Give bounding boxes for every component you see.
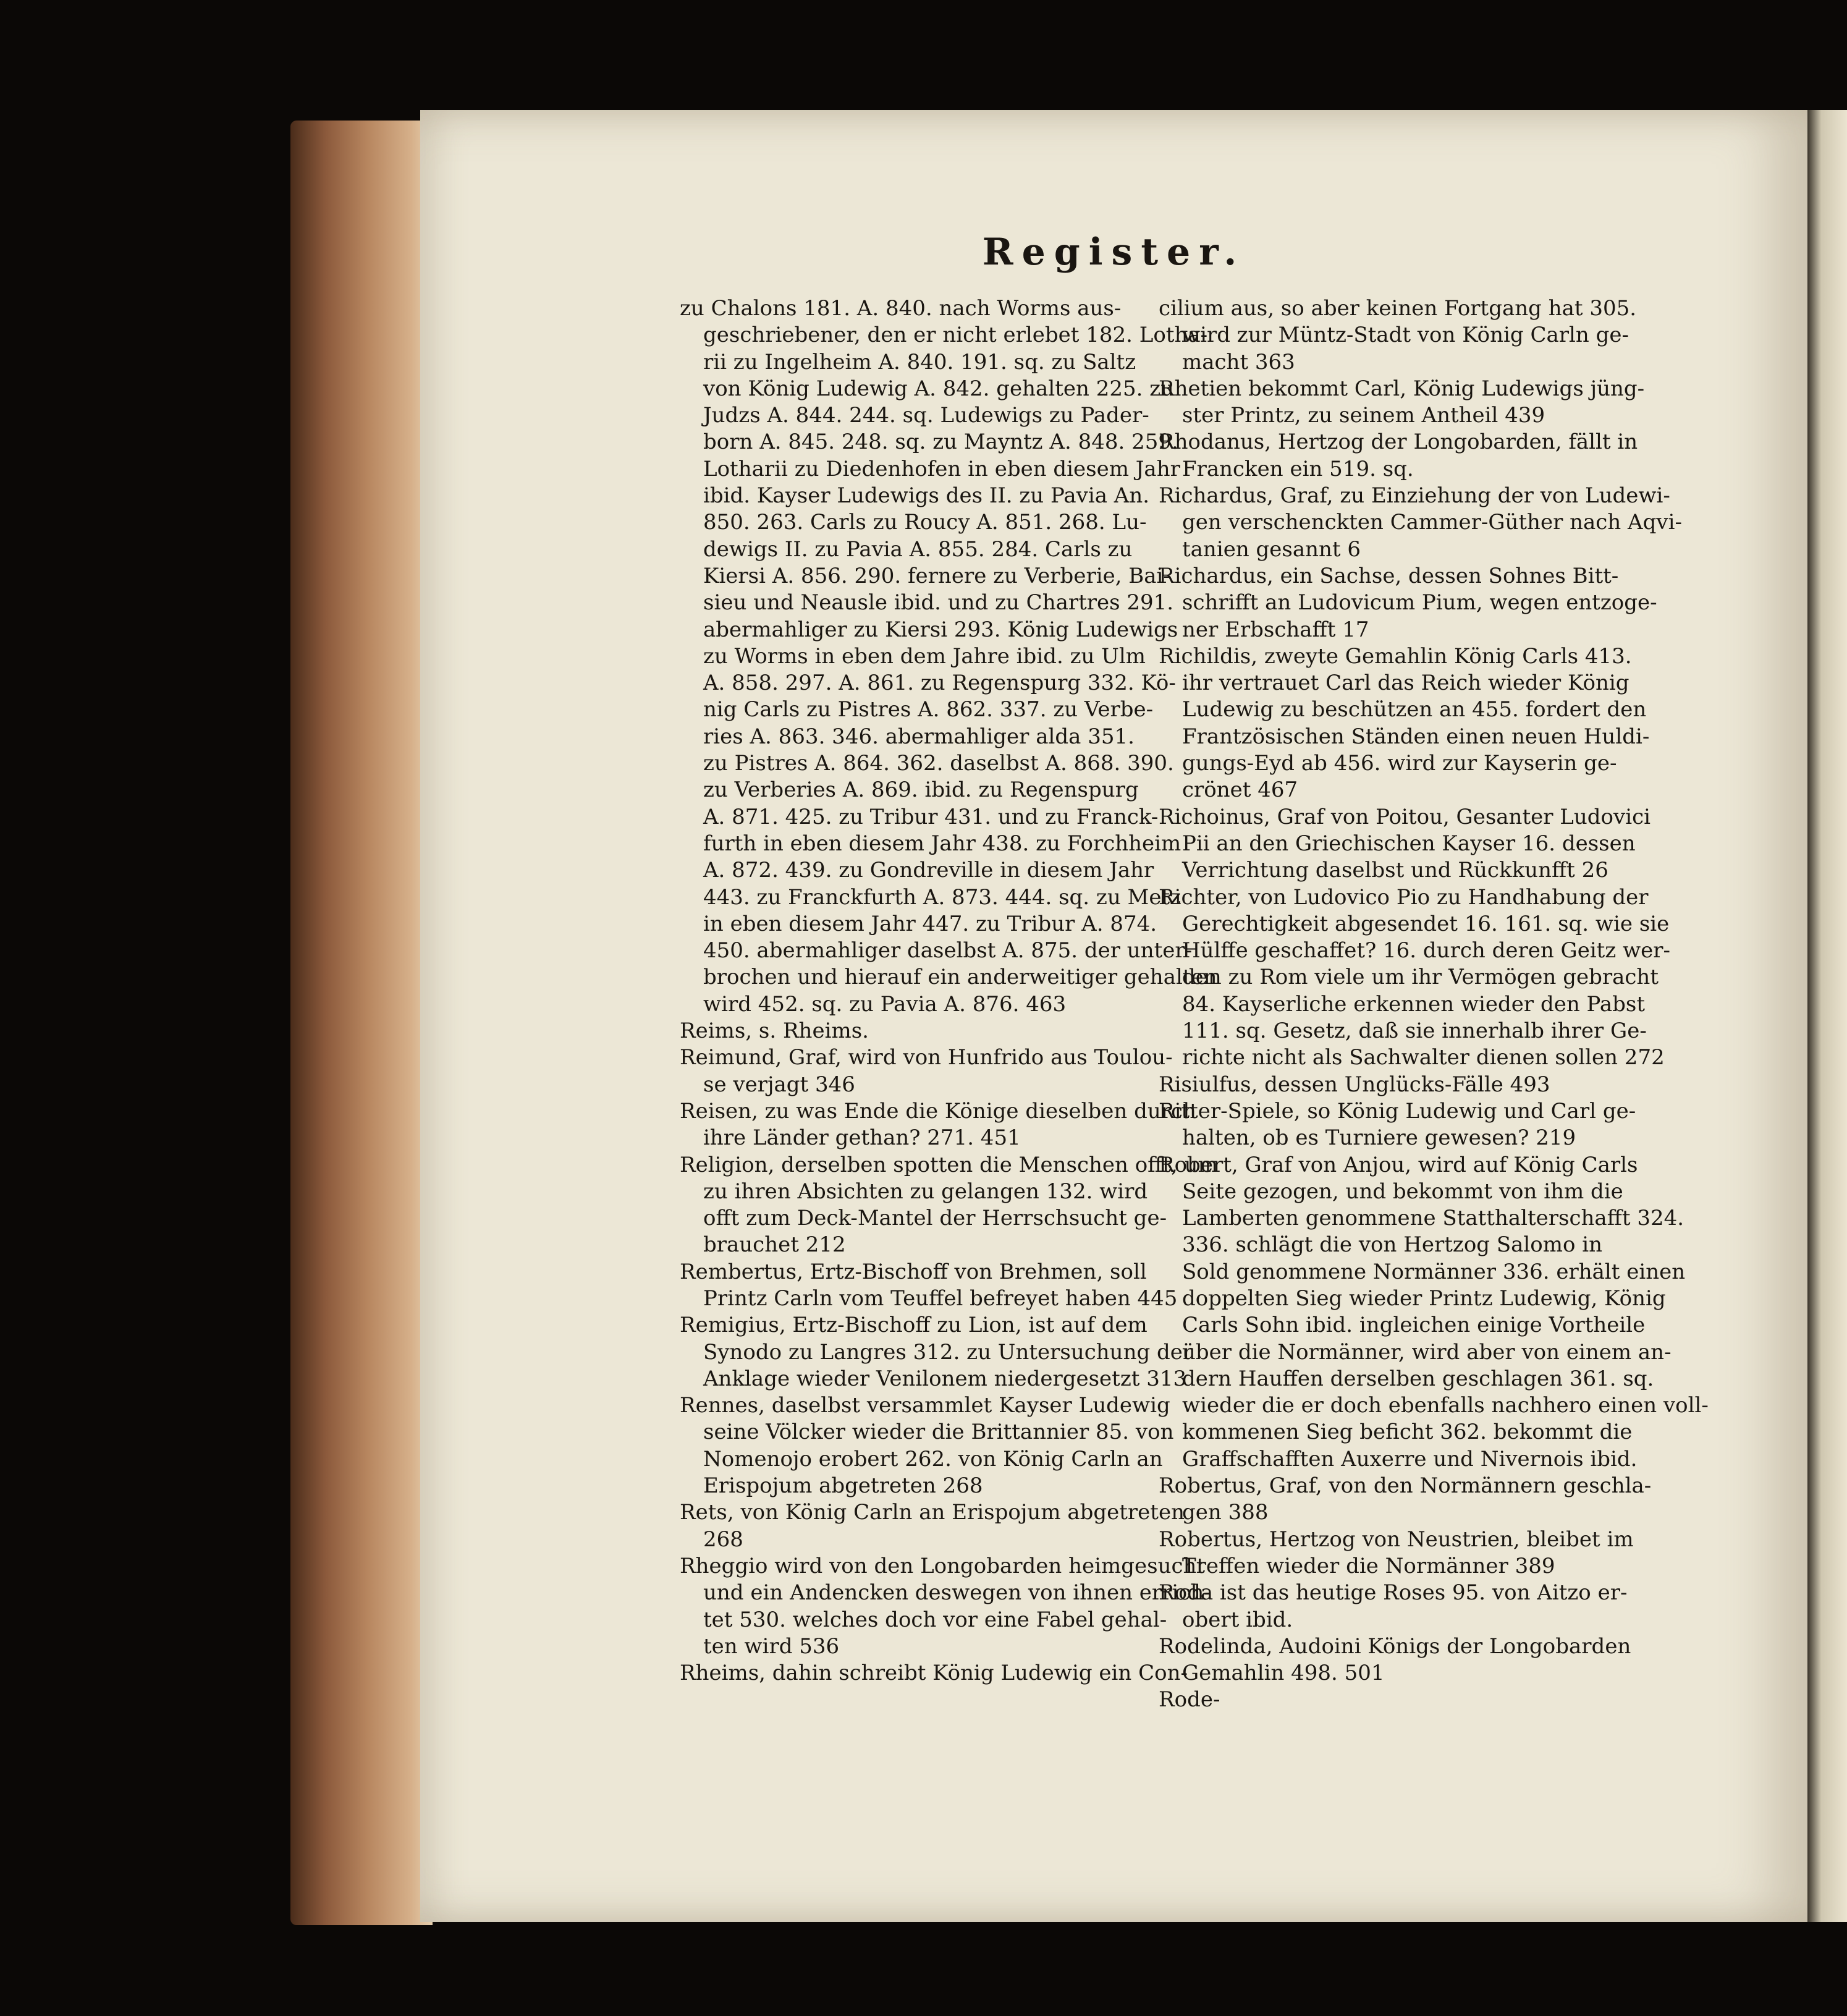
- entry-line: ster Printz, zu seinem Antheil 439: [1182, 403, 1545, 428]
- entry-line: Reisen, zu was Ende die Könige dieselben durch: [680, 1098, 1196, 1124]
- entry-line: 111. sq. Gesetz, daß sie innerhalb ihrer Ge-: [1182, 1019, 1647, 1044]
- entry-line: Religion, derselben spotten die Menschen offt, um: [680, 1152, 1218, 1177]
- entry-line: born A. 845. 248. sq. zu Mayntz A. 848. 259.: [703, 430, 1178, 455]
- entry-line: halten, ob es Turniere gewesen? 219: [1182, 1125, 1576, 1151]
- entry-line: nig Carls zu Pistres A. 862. 337. zu Verbe-: [703, 697, 1154, 722]
- entry-line: kommenen Sieg beficht 362. bekommt die: [1182, 1420, 1633, 1445]
- register-entry: [1159, 483, 1682, 563]
- entry-line: von König Ludewig A. 842. gehalten 225. zu: [703, 376, 1175, 401]
- register-entry: [680, 1660, 1188, 1687]
- entry-line: A. 858. 297. A. 861. zu Regenspurg 332. Kö-: [703, 671, 1176, 696]
- register-entry: [680, 295, 1217, 1018]
- register-entry: [1159, 1633, 1656, 1687]
- entry-line: Treffen wieder die Normänner 389: [1182, 1553, 1555, 1578]
- entry-line: seine Völcker wieder die Brittannier 85. von: [703, 1420, 1174, 1445]
- entry-line: crönet 467: [1182, 777, 1298, 803]
- register-entry: [1159, 643, 1656, 804]
- register-entry: [1159, 1098, 1656, 1152]
- page-title: Register.: [982, 231, 1246, 274]
- register-entry: [1159, 1580, 1656, 1633]
- entry-line: obert ibid.: [1182, 1607, 1293, 1632]
- entry-line: Kiersi A. 856. 290. fernere zu Verberie, Bai-: [703, 563, 1170, 588]
- entry-line: und ein Andencken deswegen von ihnen errich-: [703, 1580, 1211, 1606]
- entry-line: Ludewig zu beschützen an 455. fordert den: [1182, 697, 1647, 722]
- entry-line: zu ihren Absichten zu gelangen 132. wird: [703, 1179, 1148, 1204]
- entry-line: Richardus, Graf, zu Einziehung der von Ludewi-: [1159, 483, 1670, 509]
- entry-line: tanien gesannt 6: [1182, 536, 1361, 562]
- entry-line: rii zu Ingelheim A. 840. 191. sq. zu Saltz: [703, 349, 1136, 375]
- entry-line: cilium aus, so aber keinen Fortgang hat 305.: [1159, 296, 1637, 321]
- entry-line: zu Worms in eben dem Jahre ibid. zu Ulm: [703, 643, 1146, 669]
- entry-line: gungs-Eyd ab 456. wird zur Kayserin ge-: [1182, 751, 1617, 776]
- entry-line: furth in eben diesem Jahr 438. zu Forchheim: [703, 831, 1181, 856]
- entry-line: wieder die er doch ebenfalls nachhero einen voll-: [1182, 1393, 1709, 1418]
- entry-line: Rets, von König Carln an Erispojum abgetreten: [680, 1500, 1185, 1525]
- entry-line: geschriebener, den er nicht erlebet 182. Lotha-: [703, 323, 1208, 348]
- right-column: [1159, 295, 1709, 1714]
- entry-line: Gerechtigkeit abgesendet 16. 161. sq. wie sie: [1182, 911, 1670, 936]
- register-entry: [1159, 295, 1656, 376]
- entry-line: Rhodanus, Hertzog der Longobarden, fällt in: [1159, 430, 1638, 455]
- entry-line: 84. Kayserliche erkennen wieder den Pabst: [1182, 991, 1646, 1017]
- entry-line: wird 452. sq. zu Pavia A. 876. 463: [703, 991, 1067, 1017]
- entry-line: abermahliger zu Kiersi 293. König Ludewigs: [703, 617, 1178, 642]
- register-entry: [680, 1098, 1196, 1152]
- entry-line: 443. zu Franckfurth A. 873. 444. sq. zu Metz: [703, 884, 1181, 910]
- entry-line: zu Pistres A. 864. 362. daselbst A. 868. 390.: [703, 751, 1174, 776]
- entry-line: offt zum Deck-Mantel der Herrschsucht ge-: [703, 1206, 1167, 1231]
- entry-line: dewigs II. zu Pavia A. 855. 284. Carls zu: [703, 536, 1133, 562]
- entry-line: doppelten Sieg wieder Printz Ludewig, König: [1182, 1285, 1666, 1311]
- entry-line: zu Chalons 181. A. 840. nach Worms aus-: [680, 296, 1122, 321]
- entry-line: schrifft an Ludovicum Pium, wegen entzoge-: [1182, 590, 1657, 616]
- register-entry: [1159, 1152, 1709, 1473]
- entry-line: Francken ein 519. sq.: [1182, 456, 1414, 481]
- entry-line: Pii an den Griechischen Kayser 16. dessen: [1182, 831, 1636, 856]
- entry-line: se verjagt 346: [703, 1072, 855, 1097]
- entry-line: Robertus, Hertzog von Neustrien, bleibet im: [1159, 1527, 1634, 1552]
- register-entry: [1159, 429, 1656, 483]
- register-entry: [680, 1259, 1178, 1313]
- entry-line: Richter, von Ludovico Pio zu Handhabung der: [1159, 884, 1649, 910]
- entry-line: 850. 263. Carls zu Roucy A. 851. 268. Lu-: [703, 510, 1147, 535]
- entry-line: zu Verberies A. 869. ibid. zu Regenspurg: [703, 777, 1139, 803]
- entry-line: Lamberten genommene Statthalterschafft 324.: [1182, 1206, 1684, 1231]
- entry-line: Verrichtung daselbst und Rückkunfft 26: [1182, 858, 1608, 883]
- entry-line: Remigius, Ertz-Bischoff zu Lion, ist auf dem: [680, 1313, 1148, 1338]
- entry-line: Carls Sohn ibid. ingleichen einige Vortheile: [1182, 1313, 1646, 1338]
- entry-line: 268: [703, 1527, 743, 1552]
- entry-line: Lotharii zu Diedenhofen in eben diesem Jahr: [703, 456, 1180, 481]
- entry-line: Nomenojo erobert 262. von König Carln an: [703, 1446, 1163, 1472]
- entry-line: Graffschafften Auxerre und Nivernois ibid.: [1182, 1446, 1638, 1472]
- entry-line: Reims, s. Rheims.: [680, 1019, 869, 1044]
- register-entry: [680, 1553, 1211, 1660]
- entry-line: Gemahlin 498. 501: [1182, 1661, 1385, 1686]
- register-entry: [1159, 1527, 1656, 1580]
- entry-line: gen verschenckten Cammer-Güther nach Aqvi-: [1182, 510, 1682, 535]
- entry-line: Frantzösischen Ständen einen neuen Huldi-: [1182, 724, 1650, 749]
- entry-line: macht 363: [1182, 349, 1295, 375]
- page-edge: [290, 121, 433, 1925]
- entry-line: Seite gezogen, und bekommt von ihm die: [1182, 1179, 1623, 1204]
- register-entry: [680, 1312, 1193, 1392]
- entry-line: richte nicht als Sachwalter dienen sollen 272: [1182, 1045, 1665, 1070]
- next-page-edge: [1807, 110, 1847, 1922]
- entry-line: in eben diesem Jahr 447. zu Tribur A. 874.: [703, 911, 1157, 936]
- register-entry: [680, 1152, 1218, 1259]
- entry-line: über die Normänner, wird aber von einem an-: [1182, 1339, 1672, 1365]
- register-entry: [1159, 376, 1656, 430]
- entry-line: Ritter-Spiele, so König Ludewig und Carl ge-: [1159, 1098, 1636, 1124]
- entry-line: den zu Rom viele um ihr Vermögen gebracht: [1182, 965, 1659, 990]
- entry-line: Printz Carln vom Teuffel befreyet haben 445: [703, 1285, 1178, 1311]
- entry-line: A. 872. 439. zu Gondreville in diesem Jahr: [703, 858, 1154, 883]
- book-page: [420, 110, 1807, 1922]
- register-entry: [1159, 563, 1656, 643]
- register-entry: [680, 1499, 1185, 1553]
- register-entry: [680, 1392, 1174, 1499]
- entry-line: ten wird 536: [703, 1633, 840, 1659]
- entry-line: A. 871. 425. zu Tribur 431. und zu Franck-: [703, 804, 1159, 829]
- register-entry: [1159, 884, 1671, 1072]
- entry-line: Richildis, zweyte Gemahlin König Carls 413.: [1159, 643, 1632, 669]
- entry-line: dern Hauffen derselben geschlagen 361. sq.: [1182, 1366, 1654, 1391]
- entry-line: wird zur Müntz-Stadt von König Carln ge-: [1182, 323, 1629, 348]
- entry-line: Reimund, Graf, wird von Hunfrido aus Toulou-: [680, 1045, 1173, 1070]
- register-entry: [1159, 804, 1656, 884]
- entry-line: 450. abermahliger daselbst A. 875. der unter-: [703, 938, 1193, 964]
- entry-line: ibid. Kayser Ludewigs des II. zu Pavia An.: [703, 483, 1150, 509]
- entry-line: Rode-: [1159, 1687, 1220, 1713]
- entry-line: 336. schlägt die von Hertzog Salomo in: [1182, 1232, 1603, 1258]
- register-entry: [1159, 1687, 1656, 1713]
- entry-line: Robert, Graf von Anjou, wird auf König Carls: [1159, 1152, 1638, 1177]
- entry-line: ries A. 863. 346. abermahliger alda 351.: [703, 724, 1135, 749]
- entry-line: Rembertus, Ertz-Bischoff von Brehmen, soll: [680, 1259, 1147, 1284]
- entry-line: Anklage wieder Venilonem niedergesetzt 313: [703, 1366, 1187, 1391]
- entry-line: Synodo zu Langres 312. zu Untersuchung der: [703, 1339, 1193, 1365]
- entry-line: Risiulfus, dessen Unglücks-Fälle 493: [1159, 1072, 1550, 1097]
- entry-line: brochen und hierauf ein anderweitiger gehalten: [703, 965, 1217, 990]
- entry-line: Judzs A. 844. 244. sq. Ludewigs zu Pader-: [703, 403, 1149, 428]
- entry-line: Hülffe geschaffet? 16. durch deren Geitz wer-: [1182, 938, 1671, 964]
- register-entry: [680, 1018, 1137, 1044]
- entry-line: Rheims, dahin schreibt König Ludewig ein Con-: [680, 1661, 1188, 1686]
- register-entry: [1159, 1072, 1656, 1098]
- entry-line: brauchet 212: [703, 1232, 846, 1258]
- entry-line: ihr vertrauet Carl das Reich wieder König: [1182, 671, 1629, 696]
- left-column: [680, 295, 1218, 1687]
- entry-line: Richardus, ein Sachse, dessen Sohnes Bitt-: [1159, 563, 1619, 588]
- entry-line: Rennes, daselbst versammlet Kayser Ludewig: [680, 1393, 1170, 1418]
- entry-line: sieu und Neausle ibid. und zu Chartres 291.: [703, 590, 1174, 616]
- entry-line: Rhetien bekommt Carl, König Ludewigs jüng-: [1159, 376, 1645, 401]
- entry-line: Rodelinda, Audoini Königs der Longobarden: [1159, 1633, 1631, 1659]
- entry-line: ner Erbschafft 17: [1182, 617, 1369, 642]
- entry-line: Robertus, Graf, von den Normännern geschla-: [1159, 1473, 1652, 1499]
- entry-line: Sold genommene Normänner 336. erhält einen: [1182, 1259, 1686, 1284]
- entry-line: tet 530. welches doch vor eine Fabel gehal-: [703, 1607, 1167, 1632]
- entry-line: ihre Länder gethan? 271. 451: [703, 1125, 1021, 1151]
- entry-line: Rheggio wird von den Longobarden heimgesucht: [680, 1553, 1206, 1578]
- entry-line: Roda ist das heutige Roses 95. von Aitzo er-: [1159, 1580, 1628, 1606]
- register-entry: [680, 1044, 1173, 1098]
- entry-line: gen 388: [1182, 1500, 1269, 1525]
- register-entry: [1159, 1473, 1656, 1527]
- entry-line: Erispojum abgetreten 268: [703, 1473, 983, 1499]
- entry-line: Richoinus, Graf von Poitou, Gesanter Ludovici: [1159, 804, 1651, 829]
